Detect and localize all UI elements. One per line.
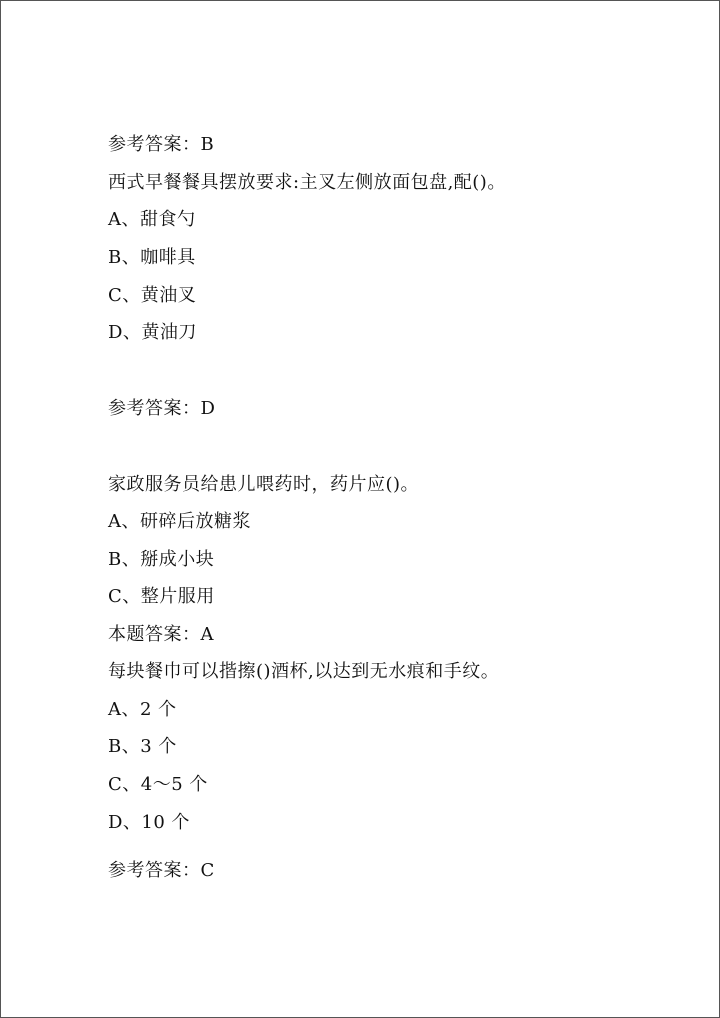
answer-line: 参考答案：C [108, 860, 215, 881]
option-b: B、咖啡具 [108, 247, 196, 268]
option-a: A、甜食勺 [108, 209, 196, 230]
option-d: D、10 个 [108, 812, 191, 833]
answer-line: 参考答案：B [108, 134, 215, 155]
option-c: C、黄油叉 [108, 285, 197, 306]
question-text: 家政服务员给患儿喂药时，药片应()。 [108, 474, 420, 495]
option-b: B、3 个 [108, 736, 177, 757]
question-text: 西式早餐餐具摆放要求:主叉左侧放面包盘,配()。 [108, 172, 506, 193]
answer-line: 本题答案：A [108, 624, 214, 645]
option-c: C、整片服用 [108, 586, 215, 607]
option-a: A、研碎后放糖浆 [108, 511, 251, 532]
question-text: 每块餐巾可以揩擦()酒杯,以达到无水痕和手纹。 [108, 661, 500, 682]
option-c: C、4～5 个 [108, 774, 208, 795]
option-a: A、2 个 [108, 699, 177, 720]
option-d: D、黄油刀 [108, 322, 197, 343]
option-b: B、掰成小块 [108, 549, 215, 570]
answer-line: 参考答案：D [108, 398, 216, 419]
